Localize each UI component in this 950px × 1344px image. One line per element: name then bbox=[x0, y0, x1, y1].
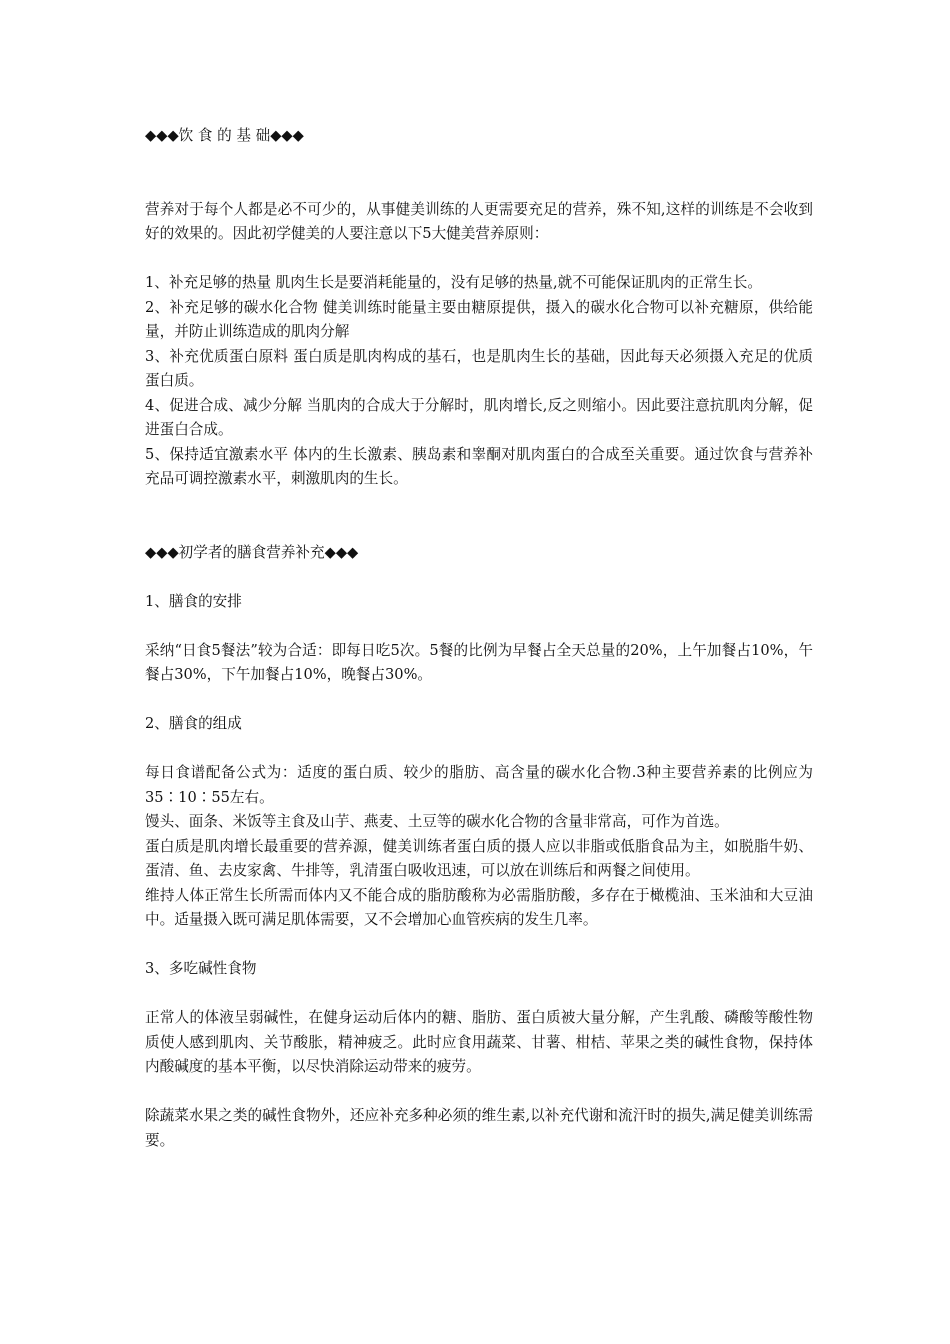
composition-paragraph: 维持人体正常生长所需而体内又不能合成的脂肪酸称为必需脂肪酸，多存在于橄榄油、玉米油和大豆油中。适量摄入既可满足肌体需要，又不会增加心血管疾病的发生几率。 bbox=[145, 886, 813, 928]
alkaline-food-paragraph: 正常人的体液呈弱碱性，在健身运动后体内的糖、脂肪、蛋白质被大量分解，产生乳酸、磷酸等酸性物质使人感到肌肉、关节酸胀，精神疲乏。此时应食用蔬菜、甘薯、柑桔、苹果之类的碱性食物，保持体内酸碱度的基本平衡，以尽快消除运动带来的疲劳。 bbox=[145, 1009, 813, 1075]
section-title-diet-basics: ◆◆◆饮 食 的 基 础◆◆◆ bbox=[145, 127, 304, 144]
composition-paragraph: 每日食谱配备公式为：适度的蛋白质、较少的脂肪、高含量的碳水化合物.3种主要营养素的比例应为35∶10∶55左右。 bbox=[145, 764, 813, 806]
intro-paragraph: 营养对于每个人都是必不可少的，从事健美训练的人更需要充足的营养，殊不知,这样的训练是不会收到好的效果的。因此初学健美的人要注意以下5大健美营养原则： bbox=[145, 200, 813, 242]
principle-item: 5、保持适宜激素水平 体内的生长激素、胰岛素和睾酮对肌肉蛋白的合成至关重要。通过饮食与营养补充品可调控激素水平，刺激肌肉的生长。 bbox=[145, 445, 813, 487]
section-title-beginner-nutrition: ◆◆◆初学者的膳食营养补充◆◆◆ bbox=[145, 543, 359, 561]
principle-item: 4、促进合成、减少分解 当肌肉的合成大于分解时，肌肉增长,反之则缩小。因此要注意抗肌肉分解，促进蛋白合成。 bbox=[145, 396, 813, 438]
document-body bbox=[145, 124, 813, 1153]
subheading-alkaline-food: 3、多吃碱性食物 bbox=[145, 960, 257, 977]
subheading-meal-schedule: 1、膳食的安排 bbox=[145, 592, 242, 610]
subheading-meal-composition: 2、膳食的组成 bbox=[145, 715, 242, 732]
principle-item: 1、补充足够的热量 肌肉生长是要消耗能量的，没有足够的热量,就不可能保证肌肉的正常生长。 bbox=[145, 274, 762, 291]
composition-paragraph: 蛋白质是肌肉增长最重要的营养源，健美训练者蛋白质的摄人应以非脂或低脂食品为主，如脱脂牛奶、蛋清、鱼、去皮家禽、牛排等，乳清蛋白吸收迅速，可以放在训练后和两餐之间使用。 bbox=[145, 837, 813, 879]
meal-schedule-paragraph: 采纳“日食5餐法”较为合适：即每日吃5次。5餐的比例为早餐占全天总量的20%，上午加餐占10%，午餐占30%，下午加餐占10%，晚餐占30%。 bbox=[145, 641, 813, 683]
closing-paragraph: 除蔬菜水果之类的碱性食物外，还应补充多种必须的维生素,以补充代谢和流汗时的损失,满足健美训练需要。 bbox=[145, 1107, 813, 1149]
principle-item: 2、补充足够的碳水化合物 健美训练时能量主要由糖原提供，摄入的碳水化合物可以补充糖原，供给能量，并防止训练造成的肌肉分解 bbox=[145, 298, 813, 340]
composition-paragraph: 馒头、面条、米饭等主食及山芋、燕麦、土豆等的碳水化合物的含量非常高，可作为首选。 bbox=[145, 813, 729, 830]
principle-item: 3、补充优质蛋白原料 蛋白质是肌肉构成的基石，也是肌肉生长的基础，因此每天必须摄入充足的优质蛋白质。 bbox=[145, 347, 813, 389]
